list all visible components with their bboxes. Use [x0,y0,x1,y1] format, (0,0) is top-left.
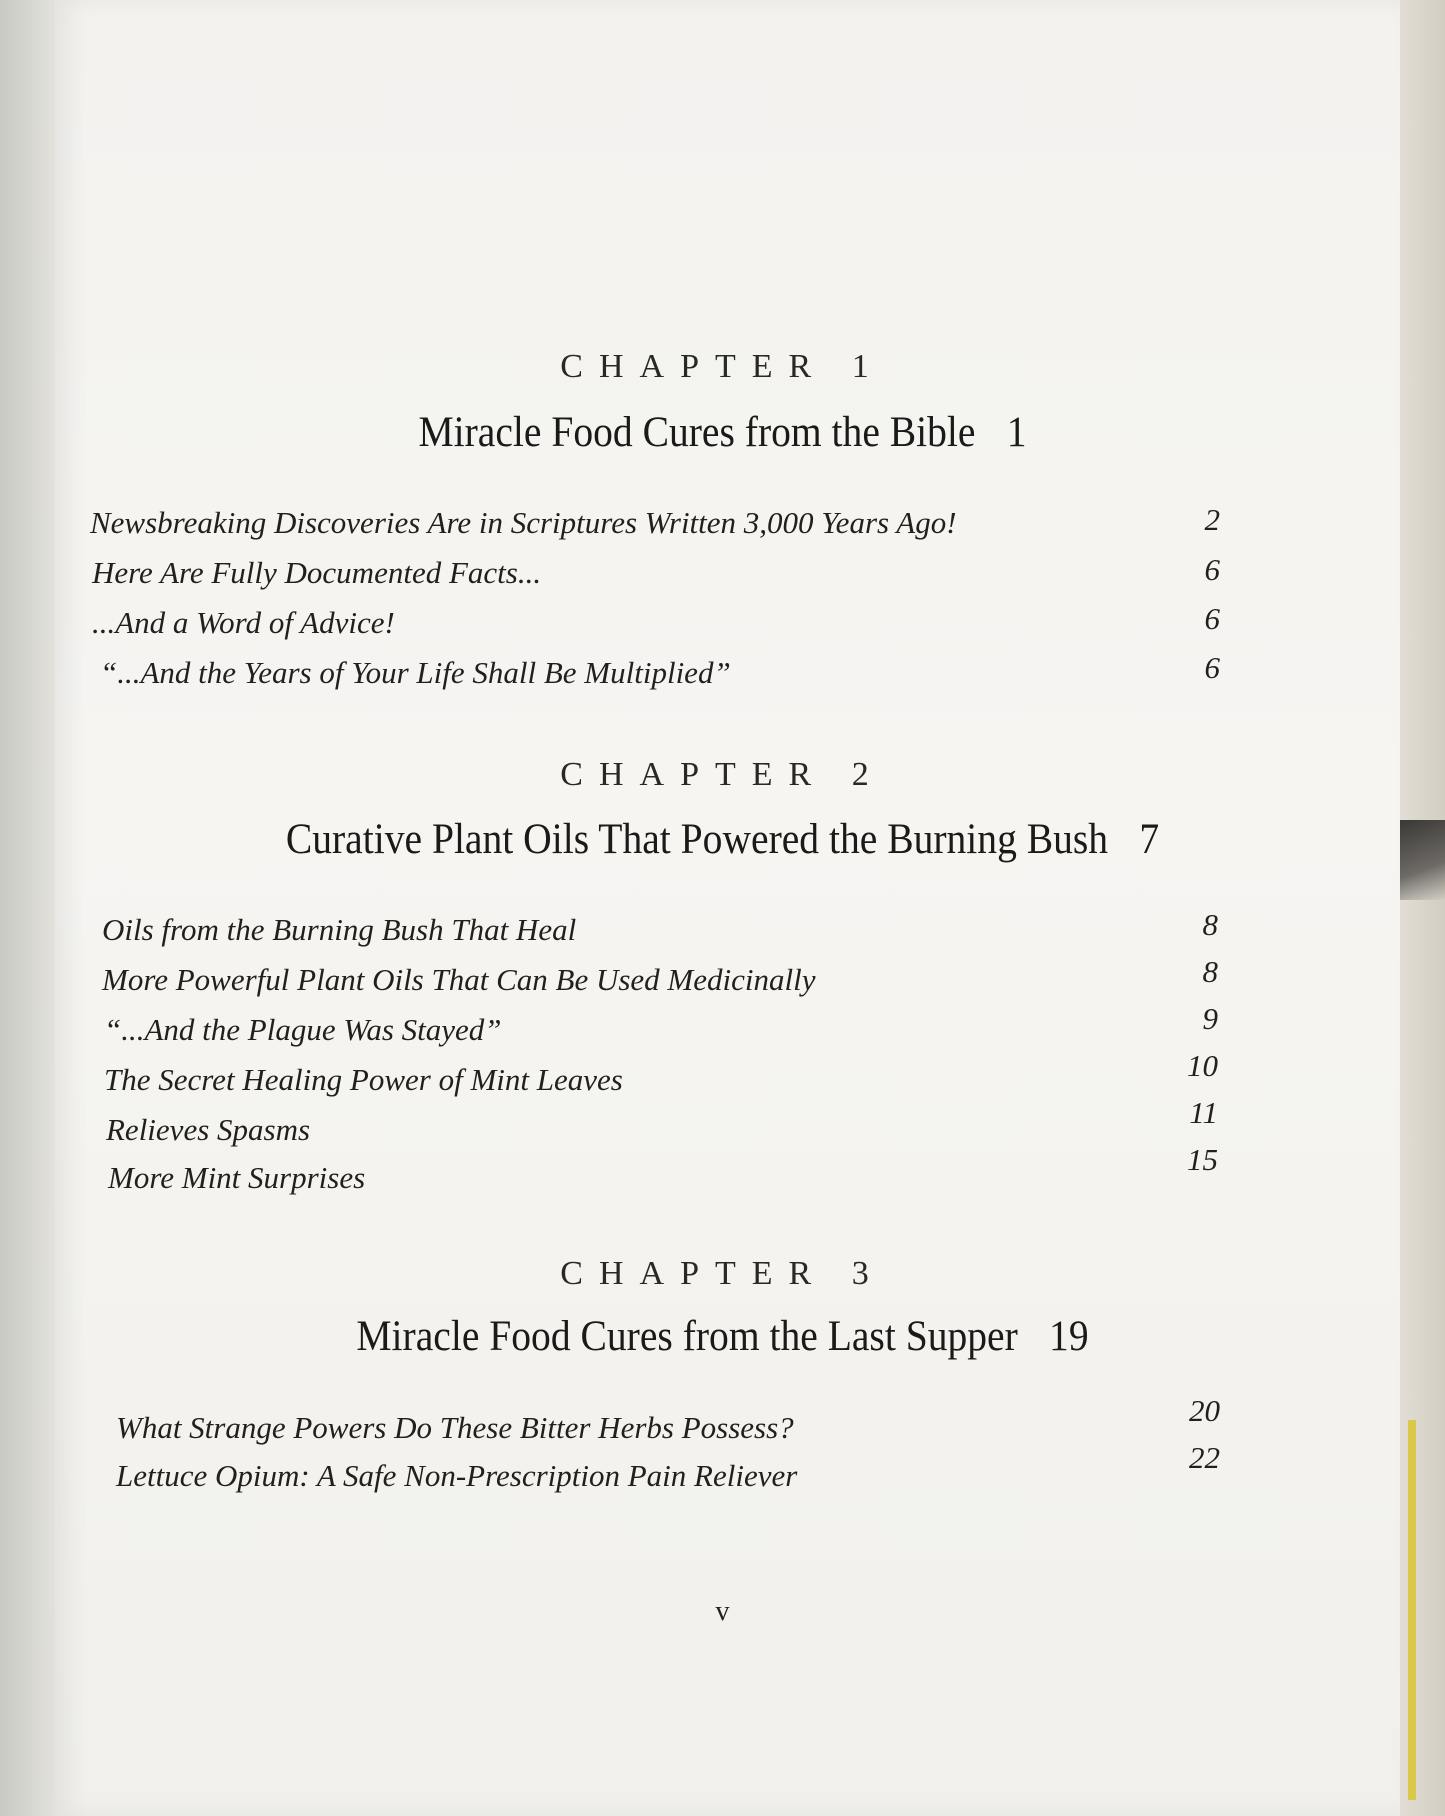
toc-entry: Oils from the Burning Bush That Heal [102,912,577,947]
chapter-label: CHAPTER 3 [560,1255,885,1292]
chapter-page-number: 19 [1049,1313,1089,1360]
toc-entry-page: 10 [1187,1048,1218,1083]
toc-entry: More Mint Surprises [108,1160,366,1195]
chapter-title [58,815,1387,864]
chapter-title [58,408,1387,457]
toc-entry: Lettuce Opium: A Safe Non-Prescription Pain Reliever [116,1458,798,1493]
toc-entry: Here Are Fully Documented Facts... [92,555,542,590]
toc-entry-page: 8 [1202,954,1218,989]
toc-entry-page: 9 [1202,1001,1218,1036]
toc-entry: What Strange Powers Do These Bitter Herbs Possess? [116,1410,794,1445]
toc-entry: More Powerful Plant Oils That Can Be Used Medicinally [102,962,816,997]
toc-entry-page: 20 [1189,1393,1220,1428]
toc-entry-page: 11 [1189,1095,1218,1130]
chapter-label: CHAPTER 2 [560,756,885,793]
toc-entry-page: 15 [1187,1142,1218,1177]
toc-entry-page: 6 [1204,650,1220,685]
chapter-label: CHAPTER 1 [560,348,885,385]
chapter-title-text: Miracle Food Cures from the Bible [418,409,976,456]
folio-page-number: v [715,1596,730,1627]
toc-entry-page: 6 [1204,601,1220,636]
toc-entry-page: 2 [1204,502,1220,537]
toc-entry-page: 6 [1204,552,1220,587]
toc-entry-page: 22 [1189,1440,1220,1475]
chapter-title-text: Curative Plant Oils That Powered the Burning Bush [285,816,1109,863]
toc-entry: “...And the Years of Your Life Shall Be Multiplied” [100,655,731,690]
chapter-title-text: Miracle Food Cures from the Last Supper [356,1313,1018,1360]
chapter-page-number: 1 [1006,409,1027,456]
binding-shadow [1400,820,1445,900]
toc-entry-page: 8 [1202,907,1218,942]
chapter-title [58,1312,1387,1361]
toc-entry: The Secret Healing Power of Mint Leaves [104,1062,623,1097]
toc-entry: ...And a Word of Advice! [92,605,395,640]
toc-entry: Newsbreaking Discoveries Are in Scriptures Written 3,000 Years Ago! [90,505,957,540]
page-right-edge [1400,0,1445,1816]
toc-entry: “...And the Plague Was Stayed” [104,1012,502,1047]
toc-entry: Relieves Spasms [106,1112,311,1147]
chapter-page-number: 7 [1139,816,1160,863]
